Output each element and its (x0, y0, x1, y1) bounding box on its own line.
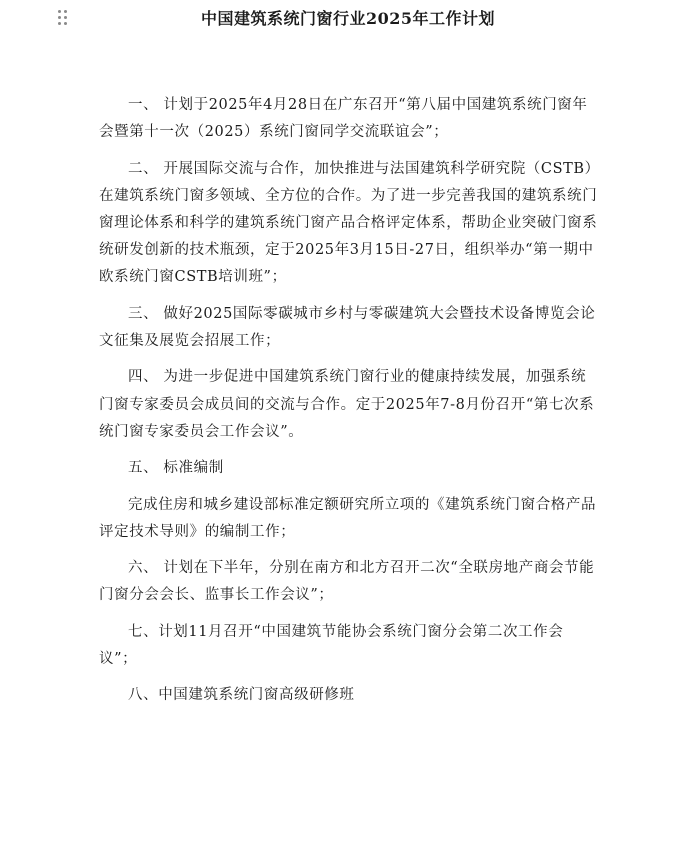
paragraph-item-4: 四、 为进一步促进中国建筑系统门窗行业的健康持续发展，加强系统门窗专家委员会成员间的交流与合作。定于2025年7-8月份召开“第七次系统门窗专家委员会工作会议”。 (99, 369, 595, 440)
paragraph-item-3: 三、 做好2025国际零碳城市乡村与零碳建筑大会暨技术设备博览会论文征集及展览会招展工作； (99, 305, 596, 349)
document-body (99, 92, 599, 719)
paragraph-item-7: 七、计划11月召开“中国建筑节能协会系统门窗分会第二次工作会议”； (99, 623, 564, 667)
paragraph-item-6: 六、 计划在下半年，分别在南方和北方召开二次“全联房地产商会节能门窗分会会长、监事长工作会议”； (99, 560, 595, 604)
document-title: 中国建筑系统门窗行业2025年工作计划 (200, 9, 496, 28)
paragraph-item-2: 二、 开展国际交流与合作，加快推进与法国建筑科学研究院（CSTB）在建筑系统门窗多领域、全方位的合作。为了进一步完善我国的建筑系统门窗理论体系和科学的建筑系统门窗产品合格评定体系，帮助企业突破门窗系统研发创新的技术瓶颈，定于2025年3月15日-27日，组织举办“第一期中欧系统门窗CSTB培训班”； (99, 160, 598, 286)
paragraph-item-8: 八、中国建筑系统门窗高级研修班 (128, 687, 355, 704)
paragraph-item-1: 一、 计划于2025年4月28日在广东召开“第八届中国建筑系统门窗年会暨第十一次（2025）系统门窗同学交流联谊会”； (99, 97, 588, 141)
paragraph-item-5-heading: 五、 标准编制 (128, 460, 224, 477)
paragraph-item-5-content: 完成住房和城乡建设部标准定额研究所立项的《建筑系统门窗合格产品评定技术导则》的编制工作； (99, 496, 597, 540)
